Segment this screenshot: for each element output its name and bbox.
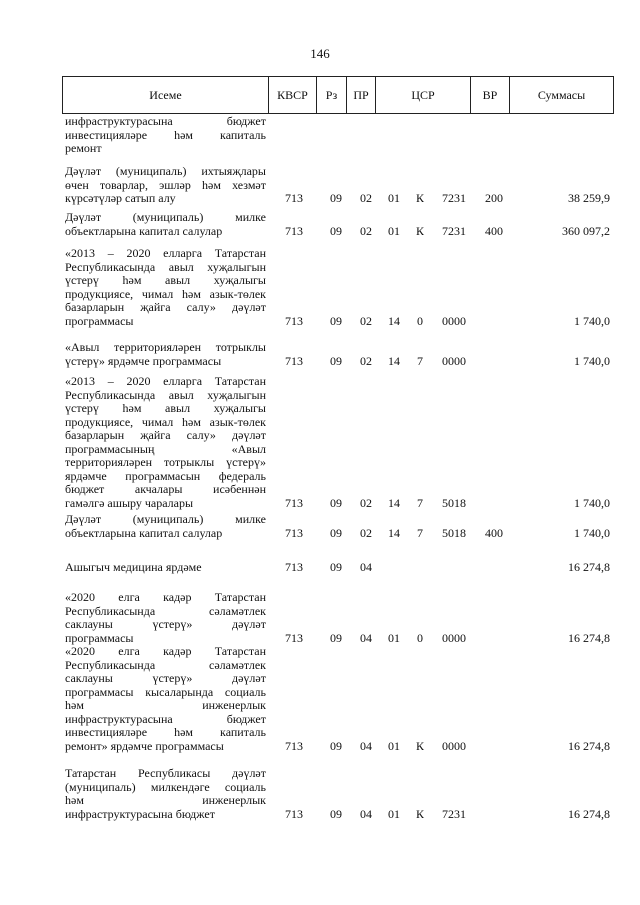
row-name-line: «2020 елга кадәр Татарстан xyxy=(65,644,266,658)
cell-csr-part3: 0000 xyxy=(442,738,466,753)
cell-pr: 04 xyxy=(360,630,372,645)
cell-csr-part3: 0000 xyxy=(442,313,466,328)
cell-kvsr: 713 xyxy=(285,223,303,238)
table-row xyxy=(62,645,614,753)
row-name-line: базарларын җайга салу» дәүләт xyxy=(65,300,266,314)
row-name-line: инфраструктурасына бюджет xyxy=(65,806,215,821)
row-name-line: программасы кысаларында социаль xyxy=(65,684,266,699)
header-vr: ВР xyxy=(471,77,510,114)
row-name-line: ярдәмче программасын федераль xyxy=(65,468,266,483)
header-csr: ЦСР xyxy=(376,77,471,114)
cell-kvsr: 713 xyxy=(285,313,303,328)
cell-csr-part1: 01 xyxy=(388,630,400,645)
cell-sum: 16 274,8 xyxy=(568,630,610,645)
cell-csr-part3: 0000 xyxy=(442,353,466,368)
row-name-line: Ашыгыч медицина ярдәме xyxy=(65,560,202,574)
table-row xyxy=(62,591,614,645)
cell-rz: 09 xyxy=(330,806,342,821)
table-row xyxy=(62,115,614,156)
row-name-line: инфраструктурасына бюджет xyxy=(65,114,266,128)
row-name-line: күрсәтүләр сатып алу xyxy=(65,191,176,205)
table-row xyxy=(62,561,614,575)
row-name-line: Дәүләт (муниципаль) милке xyxy=(65,210,266,224)
cell-csr-part3: 5018 xyxy=(442,495,466,510)
row-name-line: объектларына капитал салулар xyxy=(65,223,223,238)
header-kvsr: КВСР xyxy=(269,77,317,114)
cell-csr-part2: К xyxy=(415,738,424,753)
table-row xyxy=(62,375,614,510)
row-name-line: программасы xyxy=(65,313,134,328)
row-name xyxy=(65,375,266,510)
cell-kvsr: 713 xyxy=(285,525,303,540)
cell-pr: 02 xyxy=(360,353,372,368)
header-rz: Рз xyxy=(317,77,347,114)
cell-sum: 16 274,8 xyxy=(568,560,610,574)
cell-rz: 09 xyxy=(330,560,342,574)
row-name-line: инфраструктурасына бюджет xyxy=(65,711,266,726)
cell-csr-part2: 0 xyxy=(417,313,423,328)
row-name-line: Татарстан Республикасы дәүләт xyxy=(65,766,266,780)
page-number: 146 xyxy=(310,46,330,61)
row-name-line: продукциясе, чимал һәм азык-төлек xyxy=(65,286,266,301)
cell-csr-part2: 7 xyxy=(417,525,423,540)
row-name xyxy=(65,341,266,368)
cell-csr-part2: 7 xyxy=(417,353,423,368)
cell-csr-part1: 14 xyxy=(388,313,400,328)
row-name-line: Республикасында сәламәтлек xyxy=(65,657,266,672)
cell-kvsr: 713 xyxy=(285,630,303,645)
row-name-line: Республикасында сәламәтлек xyxy=(65,603,266,618)
cell-csr-part1: 14 xyxy=(388,495,400,510)
cell-kvsr: 713 xyxy=(285,560,303,574)
cell-csr-part3: 7231 xyxy=(442,191,466,205)
row-name-line: (муниципаль) милкендәге социаль xyxy=(65,779,266,794)
row-name-line: һәм инженерлык xyxy=(65,793,266,807)
row-name xyxy=(65,645,266,753)
row-name-line: «2013 – 2020 елларга Татарстан xyxy=(65,374,266,388)
row-name-line: үстерү һәм авыл хуҗалыгы xyxy=(65,273,266,287)
cell-csr-part3: 7231 xyxy=(442,223,466,238)
row-name-line: Дәүләт (муниципаль) ихтыяҗлары xyxy=(65,164,266,178)
cell-csr-part1: 01 xyxy=(388,806,400,821)
row-name-line: «2020 елга кадәр Татарстан xyxy=(65,590,266,604)
cell-pr: 04 xyxy=(360,738,372,753)
cell-rz: 09 xyxy=(330,313,342,328)
row-name-line: инвестицияләре һәм капиталь xyxy=(65,725,266,739)
row-name-line: инвестицияләре һәм капиталь xyxy=(65,127,266,142)
cell-rz: 09 xyxy=(330,495,342,510)
table-row xyxy=(62,165,614,206)
cell-kvsr: 713 xyxy=(285,353,303,368)
row-name xyxy=(65,115,266,156)
row-name-line: саклауны үстерү» дәүләт xyxy=(65,617,266,631)
row-name xyxy=(65,247,266,328)
cell-kvsr: 713 xyxy=(285,738,303,753)
cell-vr: 400 xyxy=(485,525,503,540)
row-name-line: Республикасында авыл хуҗалыгын xyxy=(65,387,266,402)
row-name xyxy=(65,211,266,238)
row-name-line: бюджет акчалары исәбеннән xyxy=(65,482,266,496)
cell-csr-part1: 14 xyxy=(388,525,400,540)
cell-pr: 04 xyxy=(360,806,372,821)
row-name-line: гамәлгә ашыру чаралары xyxy=(65,495,194,510)
cell-rz: 09 xyxy=(330,525,342,540)
cell-sum: 1 740,0 xyxy=(574,353,610,368)
cell-csr-part2: 0 xyxy=(417,630,423,645)
row-name-line: үстерү» ярдәмче программасы xyxy=(65,353,222,368)
cell-pr: 02 xyxy=(360,495,372,510)
row-name xyxy=(65,513,266,540)
row-name-line: «Авыл территорияләрен тотрыклы xyxy=(65,340,266,354)
cell-sum: 1 740,0 xyxy=(574,525,610,540)
cell-csr-part1: 14 xyxy=(388,353,400,368)
cell-rz: 09 xyxy=(330,223,342,238)
row-name-line: территорияләрен тотрыклы үстерү» xyxy=(65,455,266,469)
cell-rz: 09 xyxy=(330,353,342,368)
row-name-line: өчен товарлар, эшләр һәм хезмәт xyxy=(65,177,266,192)
table-row xyxy=(62,767,614,821)
cell-rz: 09 xyxy=(330,630,342,645)
table-header xyxy=(62,76,614,114)
cell-kvsr: 713 xyxy=(285,806,303,821)
cell-csr-part2: 7 xyxy=(417,495,423,510)
cell-rz: 09 xyxy=(330,191,342,205)
cell-kvsr: 713 xyxy=(285,191,303,205)
table-row xyxy=(62,341,614,368)
cell-kvsr: 713 xyxy=(285,495,303,510)
row-name-line: ремонт xyxy=(65,141,102,155)
row-name xyxy=(65,591,266,645)
cell-csr-part3: 5018 xyxy=(442,525,466,540)
header-name: Исеме xyxy=(63,77,269,114)
row-name-line: продукциясе, чимал һәм азык-төлек xyxy=(65,414,266,429)
cell-csr-part2: К xyxy=(415,191,424,205)
cell-vr: 200 xyxy=(485,191,503,205)
row-name-line: саклауны үстерү» дәүләт xyxy=(65,671,266,685)
cell-csr-part1: 01 xyxy=(388,191,400,205)
cell-vr: 400 xyxy=(485,223,503,238)
cell-csr-part3: 7231 xyxy=(442,806,466,821)
cell-csr-part3: 0000 xyxy=(442,630,466,645)
cell-pr: 02 xyxy=(360,313,372,328)
cell-sum: 1 740,0 xyxy=(574,313,610,328)
table-row xyxy=(62,513,614,540)
row-name-line: программасы xyxy=(65,630,134,645)
row-name-line: «2013 – 2020 елларга Татарстан xyxy=(65,246,266,260)
cell-csr-part2: К xyxy=(415,806,424,821)
table-row xyxy=(62,211,614,238)
row-name-line: базарларын җайга салу» дәүләт xyxy=(65,428,266,442)
cell-csr-part1: 01 xyxy=(388,223,400,238)
cell-csr-part2: К xyxy=(415,223,424,238)
cell-csr-part1: 01 xyxy=(388,738,400,753)
cell-sum: 16 274,8 xyxy=(568,806,610,821)
row-name xyxy=(65,561,266,575)
cell-pr: 02 xyxy=(360,525,372,540)
row-name-line: үстерү һәм авыл хуҗалыгы xyxy=(65,401,266,415)
cell-sum: 360 097,2 xyxy=(562,223,610,238)
row-name-line: Республикасында авыл хуҗалыгын xyxy=(65,259,266,274)
row-name xyxy=(65,767,266,821)
header-sum: Суммасы xyxy=(510,77,614,114)
header-pr: ПР xyxy=(347,77,376,114)
row-name-line: ремонт» ярдәмче программасы xyxy=(65,738,224,753)
cell-sum: 38 259,9 xyxy=(568,191,610,205)
row-name xyxy=(65,165,266,206)
cell-rz: 09 xyxy=(330,738,342,753)
cell-sum: 16 274,8 xyxy=(568,738,610,753)
cell-pr: 04 xyxy=(360,560,372,574)
table-row xyxy=(62,247,614,328)
cell-sum: 1 740,0 xyxy=(574,495,610,510)
row-name-line: һәм инженерлык xyxy=(65,698,266,712)
row-name-line: объектларына капитал салулар xyxy=(65,525,223,540)
row-name-line: Дәүләт (муниципаль) милке xyxy=(65,512,266,526)
cell-pr: 02 xyxy=(360,223,372,238)
row-name-line: программасының «Авыл xyxy=(65,441,266,456)
cell-pr: 02 xyxy=(360,191,372,205)
